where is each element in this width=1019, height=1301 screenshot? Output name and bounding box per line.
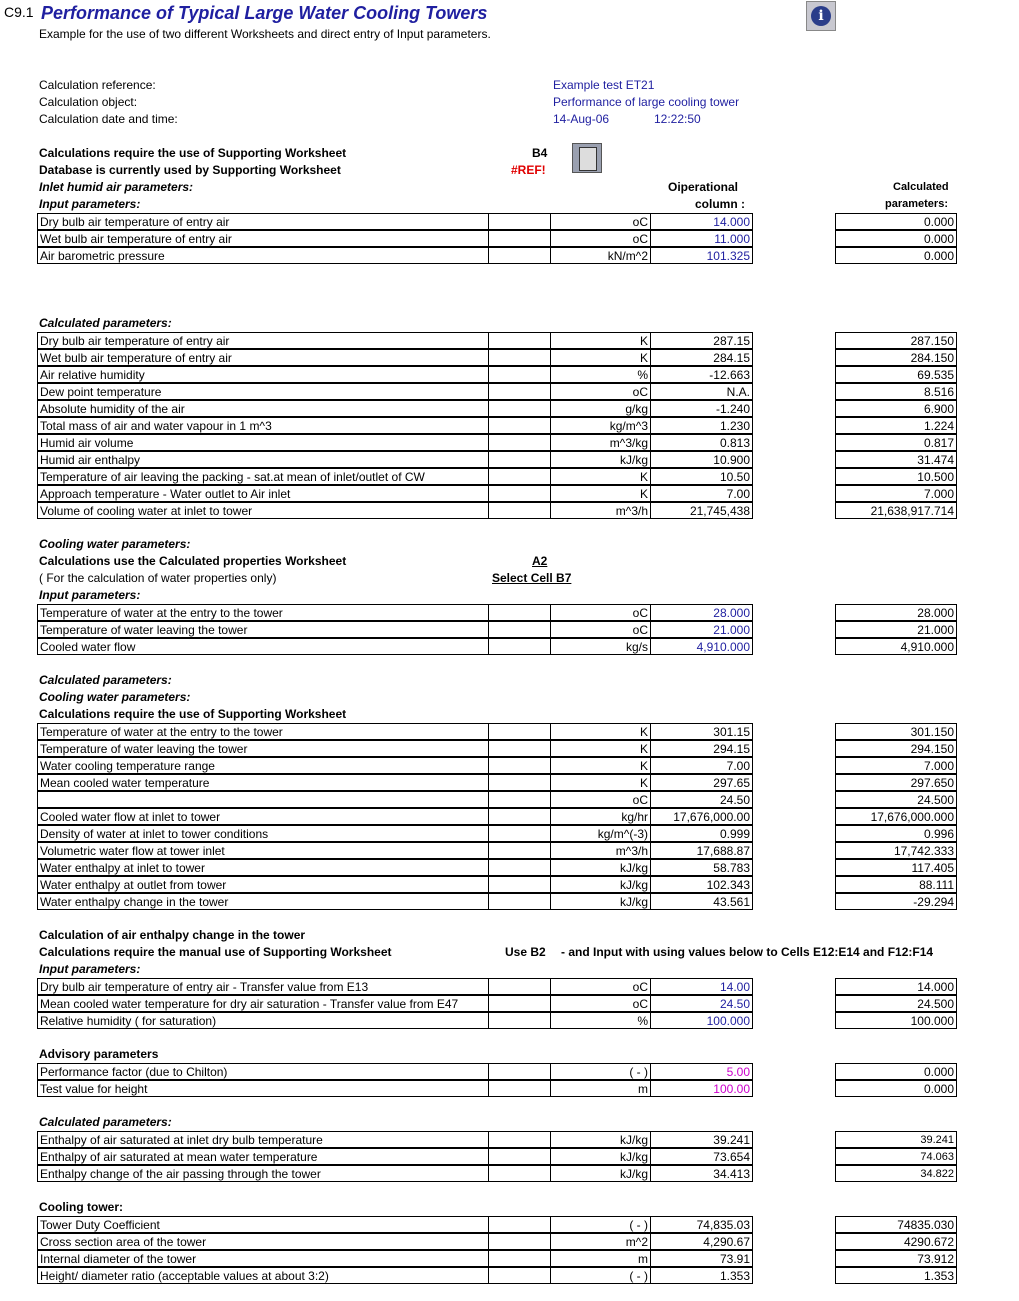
calculated-value: 73.912 [835,1250,957,1267]
operational-value[interactable]: 24.50 [651,995,753,1012]
unit-cell: ( - ) [551,1216,651,1233]
spacer-cell [489,774,551,791]
operational-value: 294.15 [651,740,753,757]
spacer-cell [489,400,551,417]
unit-cell: m^3/h [551,502,651,519]
calculated-value: 4,910.000 [835,638,957,655]
operational-value: 102.343 [651,876,753,893]
operational-value: 1.353 [651,1267,753,1284]
row-label: Cooled water flow at inlet to tower [37,808,489,825]
col-oper-1: Oiperational [668,180,739,194]
spacer-cell [489,417,551,434]
advisory-head: Advisory parameters [39,1047,159,1061]
calculated-value: 301.150 [835,723,957,740]
unit-cell: K [551,740,651,757]
unit-cell: oC [551,791,651,808]
unit-cell: ( - ) [551,1063,651,1080]
unit-cell: kJ/kg [551,1148,651,1165]
calculated-value: 4290.672 [835,1233,957,1250]
spacer-cell [489,893,551,910]
row-label: Volumetric water flow at tower inlet [37,842,489,859]
row-label: Water enthalpy at outlet from tower [37,876,489,893]
unit-cell: m^3/kg [551,434,651,451]
operational-value: 43.561 [651,893,753,910]
operational-value: 287.15 [651,332,753,349]
enthalpy-note: - and Input with using values below to Cells E12:E14 and F12:F14 [561,945,934,959]
row-label: Internal diameter of the tower [37,1250,489,1267]
calculated-value: 88.111 [835,876,957,893]
enthalpy-head: Calculation of air enthalpy change in the tower [39,928,306,942]
operational-value: N.A. [651,383,753,400]
cooling-head: Cooling water parameters: [39,537,191,551]
calculated-value: 0.817 [835,434,957,451]
spacer-cell [489,230,551,247]
spacer-cell [489,1080,551,1097]
cooling-ref-a2[interactable]: A2 [532,554,548,568]
spacer-cell [489,791,551,808]
row-label: Air barometric pressure [37,247,489,264]
spacer-cell [489,842,551,859]
row-label: Height/ diameter ratio (acceptable values at about 3:2) [37,1267,489,1284]
row-label: Relative humidity ( for saturation) [37,1012,489,1029]
time-value[interactable]: 12:22:50 [654,112,701,126]
unit-cell: % [551,366,651,383]
spacer-cell [489,213,551,230]
calc2-head1: Calculated parameters: [39,673,172,687]
spacer-cell [489,621,551,638]
unit-cell: kJ/kg [551,876,651,893]
calculated-value: 74.063 [835,1148,957,1165]
operational-value: -12.663 [651,366,753,383]
spacer-cell [489,1012,551,1029]
row-label [37,791,489,808]
spacer-cell [489,638,551,655]
portrait-icon [579,147,597,171]
col-calc-1: Calculated [893,181,949,193]
row-label: Cross section area of the tower [37,1233,489,1250]
unit-cell: kg/s [551,638,651,655]
row-label: Dry bulb air temperature of entry air [37,213,489,230]
unit-cell: K [551,349,651,366]
operational-value: 74,835.03 [651,1216,753,1233]
operational-value: 1.230 [651,417,753,434]
unit-cell: K [551,485,651,502]
calculated-value: 0.000 [835,230,957,247]
operational-value: 34.413 [651,1165,753,1182]
date-value[interactable]: 14-Aug-06 [553,112,610,126]
spacer-cell [489,757,551,774]
enthalpy-ref-b2[interactable]: Use B2 [505,945,546,959]
unit-cell: oC [551,621,651,638]
spacer-cell [489,1165,551,1182]
row-label: Total mass of air and water vapour in 1 m^3 [37,417,489,434]
calculated-value: 0.000 [835,1080,957,1097]
row-label: Dew point temperature [37,383,489,400]
unit-cell: ( - ) [551,1267,651,1284]
cooling-select-link[interactable]: Select Cell B7 [492,571,572,585]
calculated-value: 74835.030 [835,1216,957,1233]
row-label: Performance factor (due to Chilton) [37,1063,489,1080]
operational-value: 284.15 [651,349,753,366]
row-label: Water cooling temperature range [37,757,489,774]
spacer-cell [489,1063,551,1080]
support-line1: Calculations require the use of Supporting Worksheet [39,146,347,160]
operational-value: 58.783 [651,859,753,876]
calculated-value: 34.822 [835,1165,957,1182]
operational-value: 24.50 [651,791,753,808]
page-subtitle: Example for the use of two different Worksheets and direct entry of Input parameters. [39,27,491,41]
unit-cell: m^3/h [551,842,651,859]
row-label: Wet bulb air temperature of entry air [37,349,489,366]
operational-value[interactable]: 28.000 [651,604,753,621]
cooling-line2: ( For the calculation of water properties only) [39,571,277,585]
unit-cell: oC [551,978,651,995]
cooling-input-head: Input parameters: [39,588,141,602]
row-label: Absolute humidity of the air [37,400,489,417]
operational-value[interactable]: 14.00 [651,978,753,995]
unit-cell: kN/m^2 [551,247,651,264]
unit-cell: kg/hr [551,808,651,825]
spacer-cell [489,876,551,893]
spacer-cell [489,1131,551,1148]
page-title: Performance of Typical Large Water Cooling Towers [41,3,488,23]
operational-value: 301.15 [651,723,753,740]
unit-cell: kJ/kg [551,859,651,876]
tower-head: Cooling tower: [39,1200,123,1214]
unit-cell: K [551,723,651,740]
unit-cell: m [551,1080,651,1097]
unit-cell: kJ/kg [551,451,651,468]
operational-value: 21,745,438 [651,502,753,519]
operational-value: 39.241 [651,1131,753,1148]
calculated-value: 21,638,917.714 [835,502,957,519]
calc2-head3: Calculations require the use of Supporting Worksheet [39,707,347,721]
calculated-value: 24.500 [835,995,957,1012]
row-label: Air relative humidity [37,366,489,383]
calculated-value: 6.900 [835,400,957,417]
spacer-cell [489,366,551,383]
calculated-value: 117.405 [835,859,957,876]
calculated-value: 0.000 [835,213,957,230]
operational-value[interactable]: 5.00 [651,1063,753,1080]
operational-value: 7.00 [651,757,753,774]
support-ref-error: #REF! [511,163,546,177]
support-ref-b4[interactable]: B4 [532,146,548,160]
row-label: Tower Duty Coefficient [37,1216,489,1233]
calculated-value: -29.294 [835,893,957,910]
calculated-value: 7.000 [835,757,957,774]
spacer-cell [489,978,551,995]
row-label: Temperature of water at the entry to the tower [37,723,489,740]
col-calc-2: parameters: [885,198,948,210]
row-label: Temperature of water at the entry to the tower [37,604,489,621]
row-label: Mean cooled water temperature [37,774,489,791]
date-label: Calculation date and time: [39,112,178,126]
calculated-value: 1.224 [835,417,957,434]
unit-cell: oC [551,213,651,230]
row-label: Temperature of water leaving the tower [37,621,489,638]
operational-value[interactable]: 101.325 [651,247,753,264]
calculated-value: 7.000 [835,485,957,502]
input-head-1: Input parameters: [39,197,141,211]
cooling-line1: Calculations use the Calculated properties Worksheet [39,554,347,568]
support-line2: Database is currently used by Supporting Worksheet [39,163,341,177]
calculated-value: 1.353 [835,1267,957,1284]
calculated-value: 24.500 [835,791,957,808]
operational-value: 10.50 [651,468,753,485]
calculated-value: 39.241 [835,1131,957,1148]
unit-cell: g/kg [551,400,651,417]
operational-value[interactable]: 4,910.000 [651,638,753,655]
spacer-cell [489,349,551,366]
operational-value: 7.00 [651,485,753,502]
row-label: Enthalpy of air saturated at inlet dry bulb temperature [37,1131,489,1148]
row-label: Enthalpy change of the air passing through the tower [37,1165,489,1182]
unit-cell: kJ/kg [551,893,651,910]
spacer-cell [489,723,551,740]
calc2-head2: Cooling water parameters: [39,690,191,704]
row-label: Water enthalpy change in the tower [37,893,489,910]
calculated-value: 297.650 [835,774,957,791]
info-icon: i [811,6,831,26]
operational-value: 73.654 [651,1148,753,1165]
unit-cell: K [551,774,651,791]
spacer-cell [489,1233,551,1250]
row-label: Temperature of water leaving the tower [37,740,489,757]
calculated-value: 0.000 [835,247,957,264]
calculated-value: 17,742.333 [835,842,957,859]
spacer-cell [489,740,551,757]
operational-value: 17,688.87 [651,842,753,859]
spacer-cell [489,1216,551,1233]
unit-cell: m^2 [551,1233,651,1250]
spacer-cell [489,502,551,519]
row-label: Humid air enthalpy [37,451,489,468]
calculated-value: 17,676,000.000 [835,808,957,825]
spacer-cell [489,1148,551,1165]
unit-cell: K [551,468,651,485]
spacer-cell [489,247,551,264]
enthalpy-line1: Calculations require the manual use of Supporting Worksheet [39,945,392,959]
calculated-value: 10.500 [835,468,957,485]
enthalpy-input-head: Input parameters: [39,962,141,976]
inlet-head: Inlet humid air parameters: [39,180,194,194]
row-label: Temperature of air leaving the packing - sat.at mean of inlet/outlet of CW [37,468,489,485]
operational-value[interactable]: 100.000 [651,1012,753,1029]
row-label: Approach temperature - Water outlet to Air inlet [37,485,489,502]
calculated-value: 31.474 [835,451,957,468]
row-label: Enthalpy of air saturated at mean water temperature [37,1148,489,1165]
unit-cell: K [551,332,651,349]
unit-cell: kJ/kg [551,1131,651,1148]
calculated-value: 294.150 [835,740,957,757]
operational-value[interactable]: 100.00 [651,1080,753,1097]
ref-value[interactable]: Example test ET21 [553,78,655,92]
operational-value[interactable]: 11.000 [651,230,753,247]
calculated-value: 8.516 [835,383,957,400]
obj-label: Calculation object: [39,95,138,109]
unit-cell: m [551,1250,651,1267]
row-label: Test value for height [37,1080,489,1097]
unit-cell: oC [551,604,651,621]
operational-value: 10.900 [651,451,753,468]
spacer-cell [489,995,551,1012]
calculated-value: 284.150 [835,349,957,366]
row-label: Cooled water flow [37,638,489,655]
info-button[interactable] [806,1,836,31]
row-label: Dry bulb air temperature of entry air - Transfer value from E13 [37,978,489,995]
spacer-cell [489,332,551,349]
unit-cell: K [551,757,651,774]
unit-cell: oC [551,995,651,1012]
unit-cell: kg/m^(-3) [551,825,651,842]
obj-value[interactable]: Performance of large cooling tower [553,95,740,109]
unit-cell: % [551,1012,651,1029]
operational-value: 297.65 [651,774,753,791]
section-code: C9.1 [4,4,34,20]
spacer-cell [489,468,551,485]
spacer-cell [489,808,551,825]
spacer-cell [489,434,551,451]
spacer-cell [489,1250,551,1267]
calculated-value: 287.150 [835,332,957,349]
operational-value: 4,290.67 [651,1233,753,1250]
row-label: Dry bulb air temperature of entry air [37,332,489,349]
spacer-cell [489,825,551,842]
calculated-value: 0.996 [835,825,957,842]
operational-value: 0.999 [651,825,753,842]
calculated-value: 14.000 [835,978,957,995]
row-label: Wet bulb air temperature of entry air [37,230,489,247]
unit-cell: kJ/kg [551,1165,651,1182]
calc1-head: Calculated parameters: [39,316,172,330]
row-label: Humid air volume [37,434,489,451]
row-label: Water enthalpy at inlet to tower [37,859,489,876]
unit-cell: kg/m^3 [551,417,651,434]
calculated-value: 0.000 [835,1063,957,1080]
operational-value: -1.240 [651,400,753,417]
spacer-cell [489,604,551,621]
spacer-cell [489,1267,551,1284]
spacer-cell [489,859,551,876]
spacer-cell [489,383,551,400]
calc3-head: Calculated parameters: [39,1115,172,1129]
calculated-value: 69.535 [835,366,957,383]
operational-value[interactable]: 14.000 [651,213,753,230]
calculated-value: 21.000 [835,621,957,638]
unit-cell: oC [551,230,651,247]
calculated-value: 100.000 [835,1012,957,1029]
spacer-cell [489,451,551,468]
row-label: Mean cooled water temperature for dry air saturation - Transfer value from E47 [37,995,489,1012]
worksheet-button[interactable] [572,143,602,173]
operational-value[interactable]: 21.000 [651,621,753,638]
row-label: Volume of cooling water at inlet to tower [37,502,489,519]
row-label: Density of water at inlet to tower conditions [37,825,489,842]
calculated-value: 28.000 [835,604,957,621]
unit-cell: oC [551,383,651,400]
col-oper-2: column : [695,197,745,211]
operational-value: 17,676,000.00 [651,808,753,825]
operational-value: 0.813 [651,434,753,451]
operational-value: 73.91 [651,1250,753,1267]
spacer-cell [489,485,551,502]
ref-label: Calculation reference: [39,78,156,92]
